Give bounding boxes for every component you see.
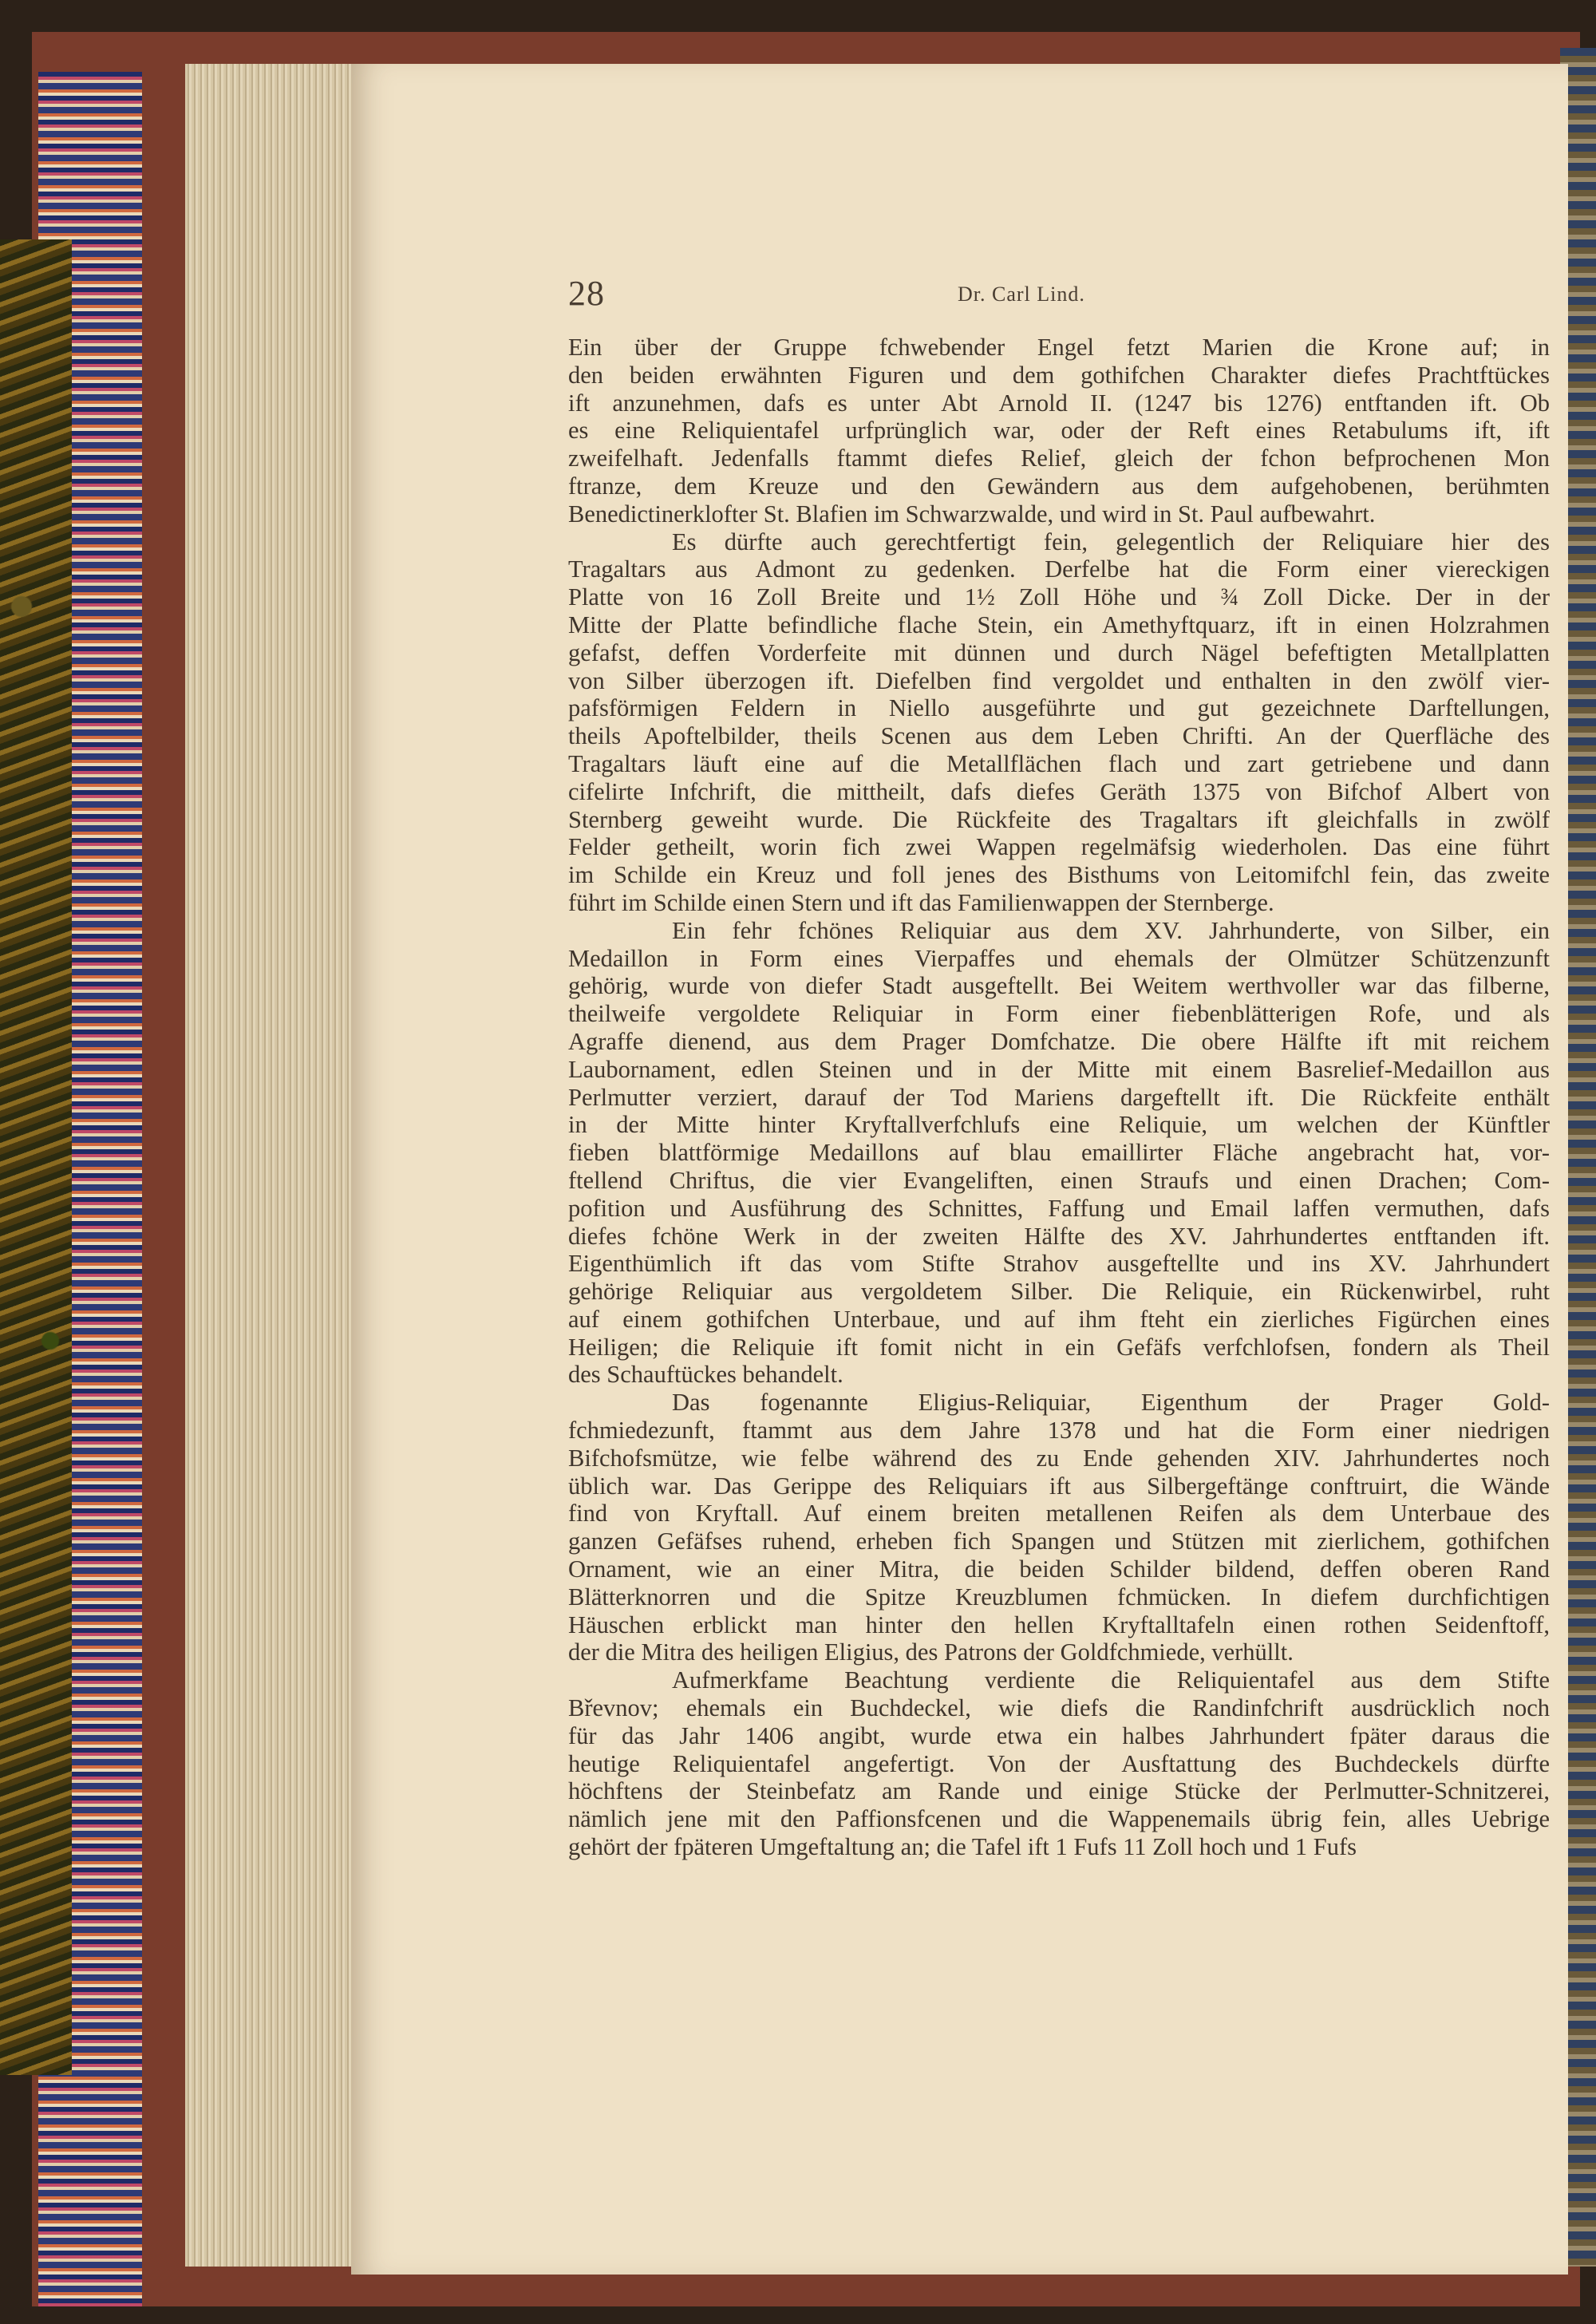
text-line: theils Apoftelbilder, theils Scenen aus dem Leben Chrifti. An der Querfläche des — [568, 722, 1550, 750]
text-line: ftellend Chriftus, die vier Evangeliften, einen Straufs und einen Drachen; Com- — [568, 1166, 1550, 1194]
text-line: heutige Reliquientafel angefertigt. Von der Ausftattung des Buchdeckels dürfte — [568, 1749, 1550, 1777]
text-line: Es dürfte auch gerechtfertigt fein, gelegentlich der Reliquiare hier des — [672, 528, 1550, 555]
text-line: pofition und Ausführung des Schnittes, Faffung und Email laffen vermuthen, dafs — [568, 1194, 1550, 1222]
text-line: ganzen Gefäfses ruhend, erheben fich Spangen und Stützen mit zierlichem, gothifchen — [568, 1528, 1550, 1555]
text-line: Perlmutter verziert, darauf der Tod Mariens dargeftellt ift. Die Rückfeite enthält — [568, 1083, 1550, 1111]
marbled-board-left — [0, 239, 72, 2075]
text-line: theilweife vergoldete Reliquiar in Form einer fiebenblätterigen Rofe, und als — [568, 1000, 1550, 1028]
text-line: des Schauftückes behandelt. — [568, 1361, 843, 1389]
text-line: fchmiedezunft, ftammt aus dem Jahre 1378 und hat die Form einer niedrigen — [568, 1417, 1550, 1445]
text-line: Blätterknorren und die Spitze Kreuzblumen fchmücken. In diefem durchfichtigen — [568, 1583, 1550, 1611]
text-line: üblich war. Das Gerippe des Reliquiars ift aus Silbergeftänge conftruirt, die Wände — [568, 1472, 1550, 1500]
text-line: gefafst, deffen Vorderfeite mit dünnen und durch Nägel befeftigten Metallplatten — [568, 638, 1550, 666]
text-line: Platte von 16 Zoll Breite und 1½ Zoll Höhe und ¾ Zoll Dicke. Der in der — [568, 583, 1550, 611]
text-line: nämlich jene mit den Paffionsfcenen und die Wappenemails übrig fein, alles Uebrige — [568, 1805, 1550, 1833]
text-line: gehörige Reliquiar aus vergoldetem Silber. Die Reliquie, ein Rückenwirbel, ruht — [568, 1278, 1550, 1306]
text-line: führt im Schilde einen Stern und ift das Familienwappen der Sternberge. — [568, 888, 1274, 916]
text-line: diefes fchöne Werk in der zweiten Hälfte des XV. Jahrhundertes entftanden ift. — [568, 1222, 1550, 1250]
text-line: den beiden erwähnten Figuren und dem gothifchen Charakter diefes Prachtftückes — [568, 361, 1550, 389]
text-line: Sternberg geweiht wurde. Die Rückfeite des Tragaltars ift gleichfalls in zwölf — [568, 805, 1550, 833]
text-line: Medaillon in Form eines Vierpaffes und ehemals der Olmützer Schützenzunft — [568, 944, 1550, 972]
text-line: find von Kryftall. Auf einem breiten metallenen Reifen als dem Unterbaue des — [568, 1500, 1550, 1528]
text-line: Mitte der Platte befindliche flache Stein, ein Amethyftquarz, ift in einen Holzrahmen — [568, 611, 1550, 638]
text-line: Felder getheilt, worin fich zwei Wappen regelmäfsig wiederholen. Das eine führt — [568, 833, 1550, 861]
text-line: Tragaltars läuft eine auf die Metallflächen flach und zart getriebene und dann — [568, 749, 1550, 777]
text-line: cifelirte Infchrift, die mittheilt, dafs diefes Geräth 1375 von Bifchof Albert von — [568, 777, 1550, 805]
text-line: ftranze, dem Kreuze und den Gewändern aus dem aufgehobenen, berühmten — [568, 472, 1550, 500]
text-line: Eigenthümlich ift das vom Stifte Strahov ausgeftellte und ins XV. Jahrhundert — [568, 1250, 1550, 1278]
text-line: Laubornament, edlen Steinen und in der Mitte mit einem Basrelief-Medaillon aus — [568, 1055, 1550, 1083]
text-line: Ein über der Gruppe fchwebender Engel fetzt Marien die Krone auf; in — [568, 334, 1550, 361]
text-line: Heiligen; die Reliquie ift fomit nicht in ein Gefäfs verfchlofsen, fondern als Theil — [568, 1333, 1550, 1361]
text-line: Bifchofsmütze, wie felbe während des zu Ende gehenden XIV. Jahrhundertes noch — [568, 1444, 1550, 1472]
text-line: für das Jahr 1406 angibt, wurde etwa ein halbes Jahrhundert fpäter daraus die — [568, 1721, 1550, 1749]
page-edges — [185, 64, 361, 2267]
text-line: Agraffe dienend, aus dem Prager Domfchatze. Die obere Hälfte ift mit reichem — [568, 1027, 1550, 1055]
page-number: 28 — [568, 274, 605, 313]
text-line: Ornament, wie an einer Mitra, die beiden Schilder bildend, deffen oberen Rand — [568, 1555, 1550, 1583]
text-line: Ein fehr fchönes Reliquiar aus dem XV. Jahrhunderte, von Silber, ein — [672, 916, 1550, 944]
text-line: von Silber überzogen ift. Diefelben find vergoldet und enthalten in den zwölf vier- — [568, 666, 1550, 694]
text-line: Břevnov; ehemals ein Buchdeckel, wie diefs die Randinfchrift ausdrücklich noch — [568, 1694, 1550, 1722]
text-line: ift anzunehmen, dafs es unter Abt Arnold II. (1247 bis 1276) entftanden ift. Ob — [568, 389, 1550, 417]
text-line: im Schilde ein Kreuz und foll jenes des Bisthums von Leitomifchl fein, das zweite — [568, 861, 1550, 889]
body-text — [568, 334, 1550, 1861]
text-line: es eine Reliquientafel urfprünglich war, oder der Reft eines Retabulums ift, ift — [568, 417, 1550, 445]
text-line: gehört der fpäteren Umgeftaltung an; die Tafel ift 1 Fufs 11 Zoll hoch und 1 Fufs — [568, 1833, 1357, 1861]
text-line: fieben blattförmige Medaillons auf blau emaillirter Fläche angebracht hat, vor- — [568, 1139, 1550, 1167]
text-line: in der Mitte hinter Kryftallverfchlufs eine Reliquie, um welchen der Künftler — [568, 1111, 1550, 1139]
text-line: Benedictinerklofter St. Blafien im Schwarzwalde, und wird in St. Paul aufbewahrt. — [568, 500, 1376, 528]
text-line: höchftens der Steinbefatz am Rande und einige Stücke der Perlmutter-Schnitzerei, — [568, 1777, 1550, 1805]
text-line: zweifelhaft. Jedenfalls ftammt diefes Relief, gleich der fchon befprochenen Mon — [568, 445, 1550, 472]
page-header — [568, 273, 1191, 321]
text-line: pafsförmigen Feldern in Niello ausgeführte und gut gezeichnete Darftellungen, — [568, 694, 1550, 722]
text-line: gehörig, wurde von diefer Stadt ausgeftellt. Bei Weitem werthvoller war das filberne, — [568, 972, 1550, 1000]
text-line: Aufmerkfame Beachtung verdiente die Reliquientafel aus dem Stifte — [672, 1666, 1550, 1694]
text-line: Tragaltars aus Admont zu gedenken. Derfelbe hat die Form einer viereckigen — [568, 555, 1550, 583]
text-line: Das fogenannte Eligius-Reliquiar, Eigenthum der Prager Gold- — [672, 1389, 1550, 1417]
text-line: der die Mitra des heiligen Eligius, des Patrons der Goldfchmiede, verhüllt. — [568, 1638, 1294, 1666]
running-head: Dr. Carl Lind. — [958, 283, 1085, 306]
text-line: Häuschen erblickt man hinter den hellen Kryftalltafeln einen rothen Seidenftoff, — [568, 1611, 1550, 1638]
text-line: auf einem gothifchen Unterbaue, und auf ihm fteht ein zierliches Figürchen eines — [568, 1305, 1550, 1333]
